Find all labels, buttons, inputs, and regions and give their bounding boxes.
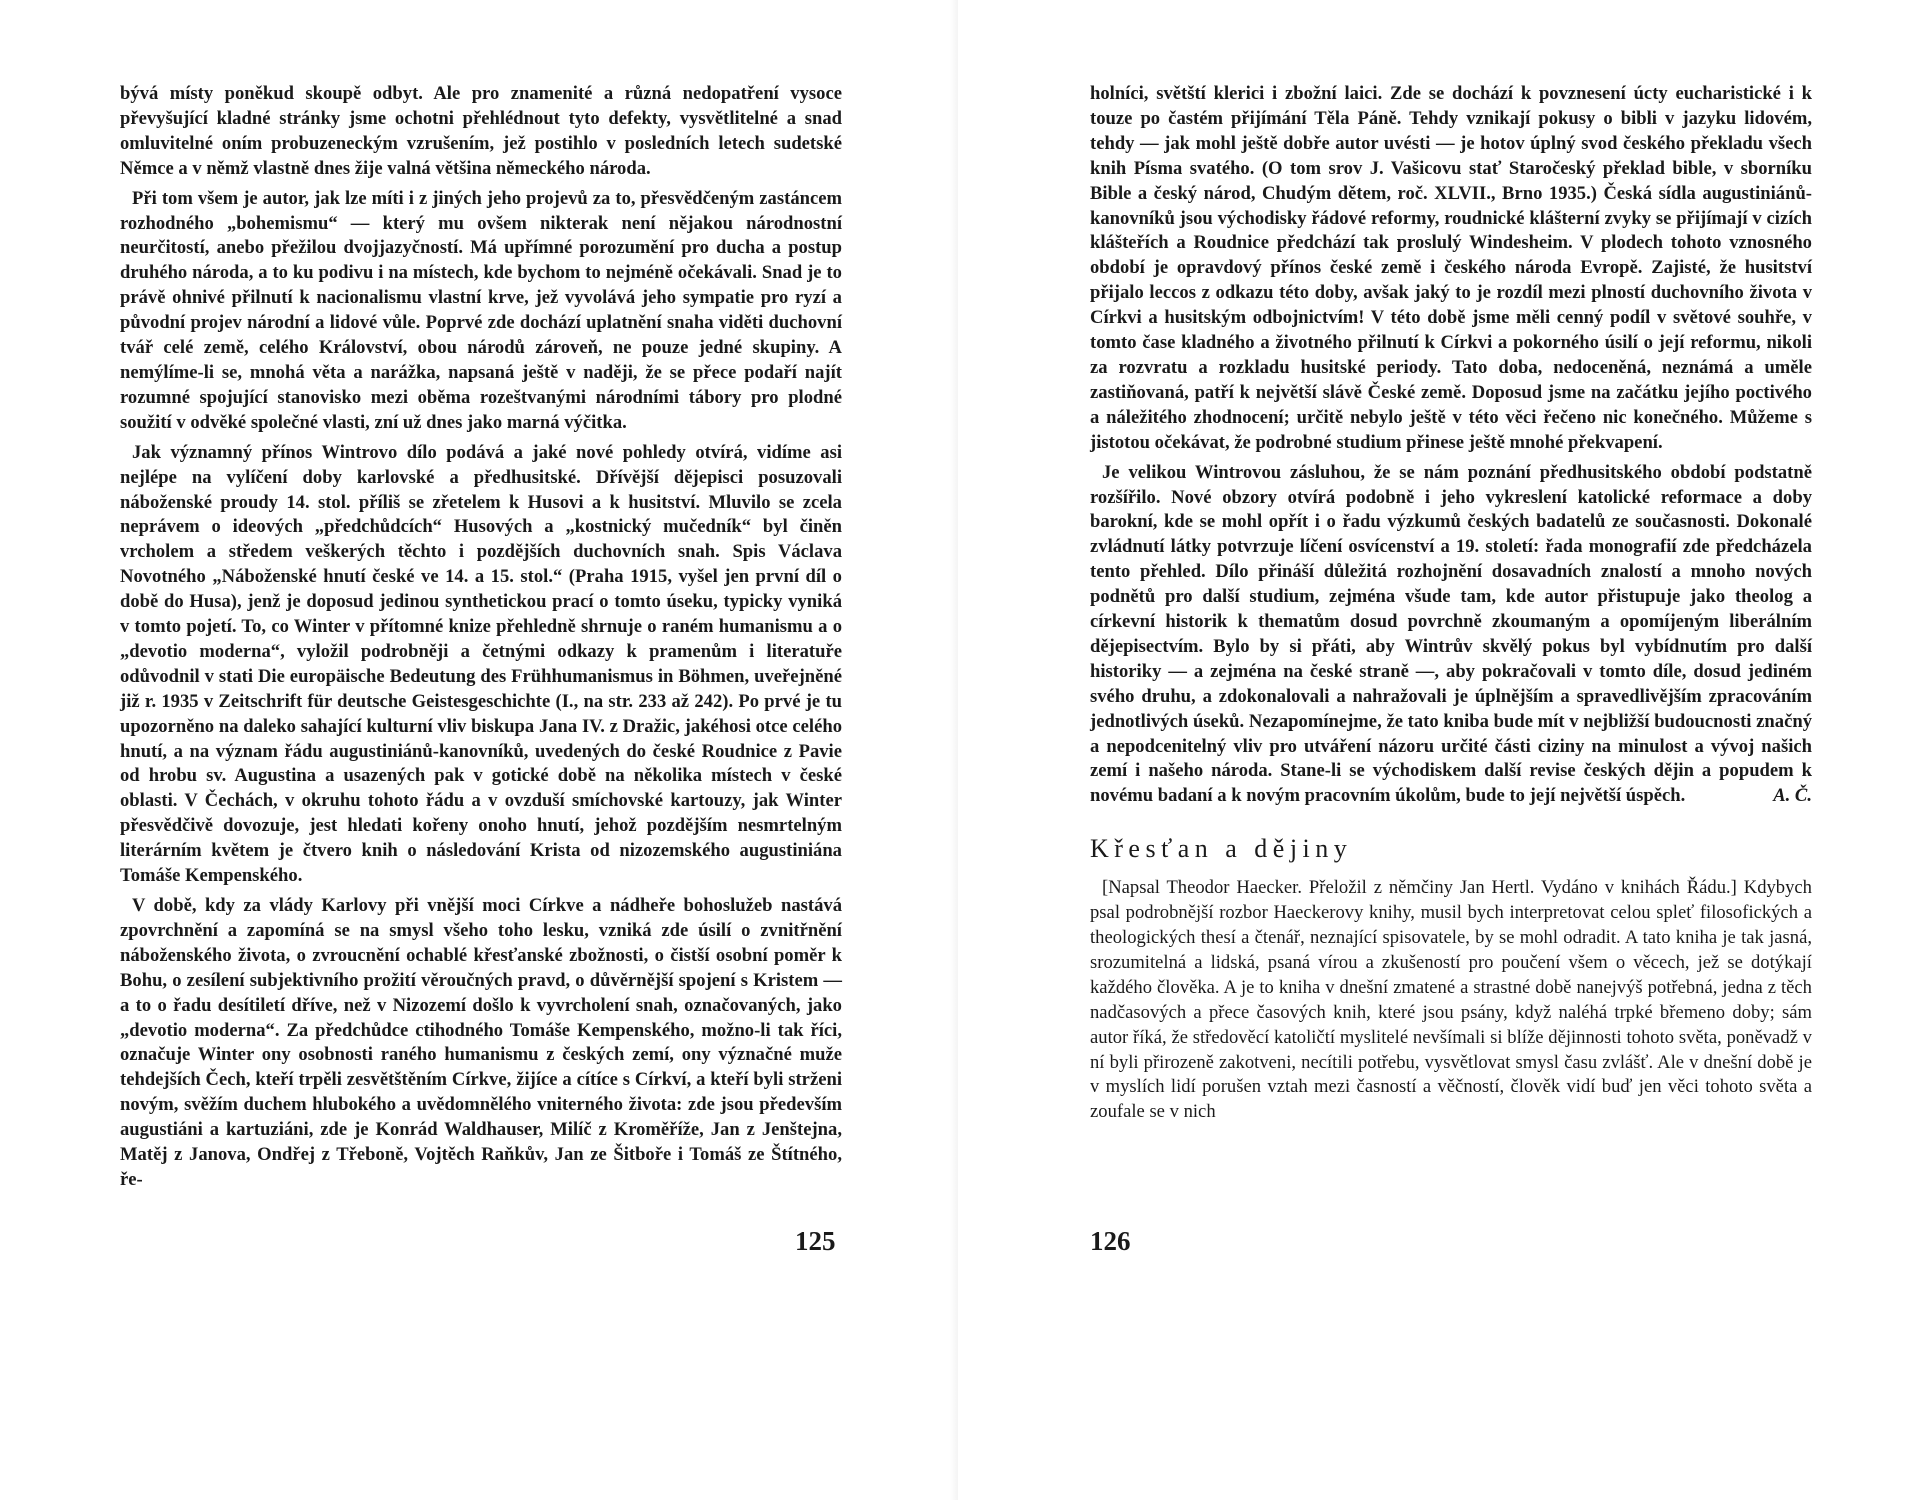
page-number-right: 126 xyxy=(1090,1226,1131,1256)
review-paragraph: [Napsal Theodor Haecker. Přeložil z němčiny Jan Hertl. Vydáno v knihách Řádu.] Kdybych psal podrobnější rozbor Haeckerovy knihy, musil bych interpretovat celou spleť filosofických a theologických thesí a čtenář, neznající spisovatele, by se mohl odradit. A tato kniha je tak jasná, srozumitelná a lidská, psaná vírou a zkušeností pro poučení všem o věcech, jež se dotýkají každého člověka. A je to kniha v dnešní zmatené a strastné době nanejvýš potřebná, jedna z těch nadčasových a přece časových knih, které jsou psány, když naléhá trpké břemeno doby; sám autor říká, že středověcí katoličtí myslitelé nevšímali si blíže dějinnosti tohoto světa, poněvadž v ní byli přirozeně zakotveni, necítili potřebu, vysvětlovat smysl času zvlášť. Ale v dnešní době je v myslích lidí porušen vztah mezi časností a věčností, člověk vidí buď jen věci tohoto světa a zoufale se v nich xyxy=(1090,877,1812,1123)
section-title: Křesťan a dějiny xyxy=(1090,834,1353,864)
right-paragraph-1: holníci, světští klerici i zbožní laici. Zde se dochází k povznesení úcty eucharistické i k touze po častém přijímání Těla Páně. Tehdy vznikají pokusy o bibli v jazyku lidovém, tehdy — jak mohl ještě dobře autor uvésti — je hotov úplný svod českého překladu všech knih Písma svatého. (O tom srov J. Vašicovu stať Staročeský překlad bible, v sborníku Bible a český národ, Chudým dětem, roč. XLVII., Brno 1935.) Česká sídla augustiniánů-kanovníků jsou východisky řádové reformy, roudnické klášterní zvyky se přijímají v cizích klášteřích a Roudnice předchází tak proslulý Windesheim. V plodech tohoto vznosného období je opravdový přínos české země i českého národa Evropě. Zajisté, že husitství přijalo leccos z odkazu této doby, avšak jaký to je rozdíl mezi plností duchovního života v Církvi a husitským odbojnictvím! V této době jsme měli cenný podíl v světové souhře, v tomto čase kladného a životného přilnutí k Církvi a pokorného úsilí o její reformu, nikoli za rozvratu a rozkladu husitské periody. Tato doba, nedoceněná, neznámá a uměle zastiňovaná, patří k největší slávě České země. Doposud jsme na začátku jejího poctivého a náležitého zhodnocení; určitě nebylo ještě v této věci řečeno nic konečného. Můžeme s jistotou očekávat, že podrobné studium přinese ještě mnohé překvapení. xyxy=(1090,83,1812,453)
right-paragraph-2 xyxy=(1090,461,1812,810)
left-paragraph-2: Při tom všem je autor, jak lze míti i z jiných jeho projevů za to, přesvědčeným zastáncem rozhodného „bohemismu“ — který mu ovšem nikterak není nějakou národnostní neurčitostí, anebo přežilou dvojjazyčností. Má upřímné porozumění pro ducha a postup druhého národa, a to ku podivu i na místech, kde bychom to nejméně očekávali. Snad je to právě ohnivé přilnutí k nacionalismu vlastní krve, jež vyvolává jeho sympatie pro ryzí a původní projev národní a lidové vůle. Poprvé zde dochází uplatnění snaha viděti duchovní tvář celé země, celého Království, obou národů zároveň, ne pouze jedné skupiny. A nemýlíme-li se, mnohá věta a narážka, napsaná ještě v naději, že se přece podaří najít rozumné spojující stanovisko mezi oběma rozeštvanými národními tábory pro plodné soužití v odvěké společné vlasti, zní už dnes jako marná výčitka. xyxy=(120,187,842,433)
left-paragraph-1: bývá místy poněkud skoupě odbyt. Ale pro znamenité a různá nedopatření vysoce převyšující kladné stránky jsme ochotni přehlédnout tyto defekty, vysvětlitelné a snad omluvitelné oním probuzeneckým vzrušením, jež postihlo v posledních letech sudetské Němce a v němž vlastně dnes žije valná většina německého národa. xyxy=(120,83,842,179)
right-text-column xyxy=(1090,82,1812,1125)
signature: A. Č. xyxy=(1773,785,1812,807)
left-paragraph-4: V době, kdy za vlády Karlovy při vnější moci Církve a nádheře bohoslužeb nastává zpovrchnění a zapomíná se na smysl všeho toho lesku, vzniká zde úsilí o zvnitřnění náboženského života, o zvroucnění ochablé křesťanské zbožnosti, o čistší osobní poměr k Bohu, o zesílení subjektivního prožití věroučných pravd, o důvěrnější spojení s Kristem — a to o řadu desítiletí dříve, než v Nizozemí došlo k vyvrcholení snah, označovaných, jako „devotio moderna“. Za předchůdce ctihodného Tomáše Kempenského, možno-li tak říci, označuje Winter ony osobnosti raného humanismu z českých zemí, ony význačné muže tehdejších Čech, kteří trpěli zesvětštěním Církve, žijíce a cítíce s Církví, a kteří byli strženi novým, svěžím duchem hlubokého a uvědomnělého vniterného života: zde jsou především augustiáni a kartuziáni, zde je Konrád Waldhauser, Milíč z Kroměříže, Jan z Jenštejna, Matěj z Janova, Ondřej z Třeboně, Vojtěch Raňkův, Jan ze Šitboře i Tomáš ze Štítného, ře- xyxy=(120,895,842,1190)
left-text-column xyxy=(120,82,842,1193)
left-paragraph-3: Jak významný přínos Wintrovo dílo podává a jaké nové pohledy otvírá, vidíme asi nejlépe na vylíčení doby karlovské a předhusitské. Dřívější dějepisci posuzovali náboženské proudy 14. stol. příliš se zřetelem k Husovi a k husitství. Mluvilo se zcela neprávem o ideových „předchůdcích“ Husových a „kostnický mučedník“ byl činěn vrcholem a středem veškerých těchto i pozdějších duchovních snah. Spis Václava Novotného „Náboženské hnutí české ve 14. a 15. stol.“ (Praha 1915, vyšel jen první díl o době do Husa), jenž je doposud jedinou synthetickou prací o tomto úseku, typicky vyniká v tomto pojetí. To, co Winter v přítomné knize přehledně shrnuje o raném humanismu a o „devotio moderna“, vyložil podrobněji a četnými odkazy k pramenům i literatuře odůvodnil v stati Die europäische Bedeutung des Frühhumanismus in Böhmen, uveřejněné již r. 1935 v Zeitschrift für deutsche Geistesgeschichte (I., na str. 233 až 242). Po prvé je tu upozorněno na daleko sahající kulturní vliv biskupa Jana IV. z Dražic, jakéhosi otce celého hnutí, a na význam řádu augustiniánů-kanovníků, uvedených do české Roudnice z Pavie od hrobu sv. Augustina a usazených pak v gotické době na několika místech v české oblasti. V Čechách, v okruhu tohoto řádu a v ovzduší smíchovské kartouzy, jak Winter přesvědčivě dovozuje, jest hledati kořeny onoho hnutí, jehož pozdějším nesmrtelným literárním květem je čtvero knih o následování Krista od nizozemského augustiniána Tomáše Kempenského. xyxy=(120,441,842,887)
right-page xyxy=(958,0,1916,1500)
page-number-left: 125 xyxy=(795,1226,836,1256)
right-paragraph-2-text: Je velikou Wintrovou zásluhou, že se nám poznání předhusitského období podstatně rozšířilo. Nové obzory otvírá podobně i jeho vykreslení katolické reformace a doby barokní, kde se mohl opřít i o řadu výzkumů českých badatelů ze současnosti. Dokonalé zvládnutí látky potvrzuje líčení osvícenství a 19. století: řada monografií zde předcházela tento přehled. Dílo přináší důležitá rozhojnění dosavadních znalostí a mnoho nových podnětů pro další studium, zejména všude tam, kde autor přistupuje jako theolog a církevní historik k thematům dosud povrchně zkoumaným a opomíjeným liberálním dějepisectvím. Bylo by si přáti, aby Wintrův skvělý pokus byl vybídnutím pro další historiky — a zejména na české straně —, aby pokračovali v tomto díle, dosud jediném svého druhu, a zdokonalovali a nahražovali je úplnějším a spravedlivějším zpracováním jednotlivých úseků. Nezapomínejme, že tato kniba bude mít v nejbližší budoucnosti značný a nepodcenitelný vliv pro utváření názoru určité části ciziny na minulost a vývoj našich zemí i našeho národa. Stane-li se východiskem další revise českých dějin a popudem k novému badaní a k novým pracovním úkolům, bude to její největší úspěch. xyxy=(1090,461,1812,807)
